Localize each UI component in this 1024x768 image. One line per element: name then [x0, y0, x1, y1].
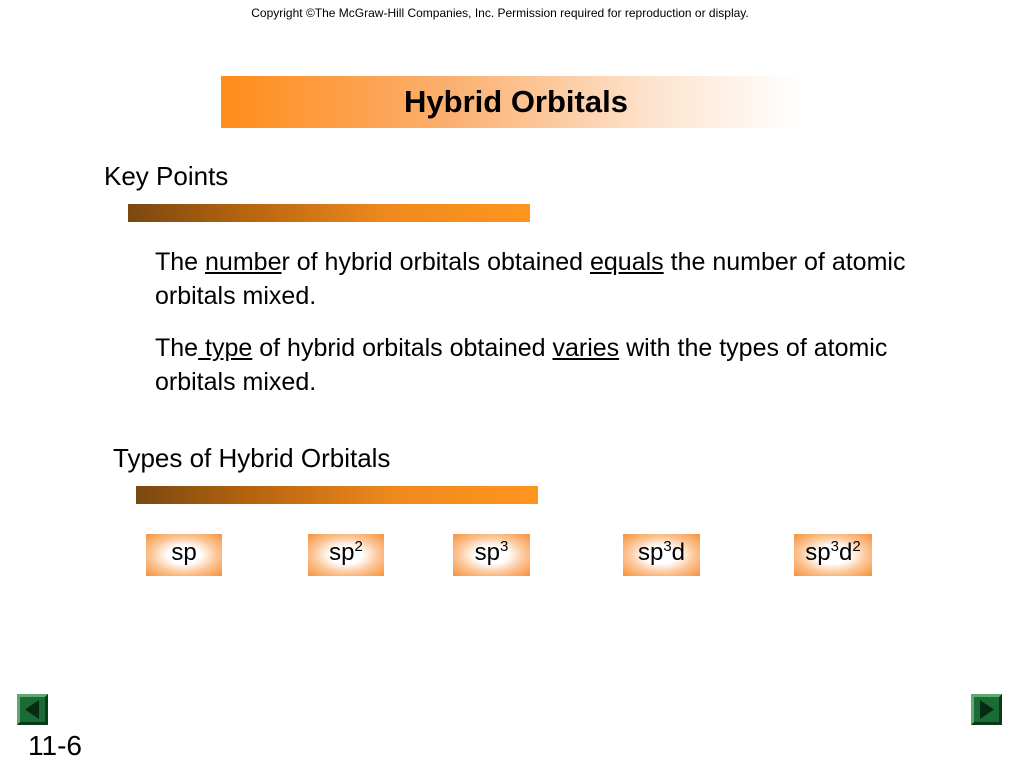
right-triangle-icon	[974, 697, 999, 722]
orbital-sp3	[453, 534, 530, 576]
orbital-label: sp	[171, 539, 197, 566]
orbital-sp	[146, 534, 222, 576]
orbital-sp2	[308, 534, 384, 576]
orbital-label: $sp^2$	[329, 538, 363, 566]
key-point-1: The number of hybrid orbitals obtained equals the number of atomic orbitals mixed.	[155, 248, 906, 310]
orbital-sp3d	[623, 534, 700, 576]
key-point-2: The type of hybrid orbitals obtained varies with the types of atomic orbitals mixed.	[155, 334, 888, 396]
key-points-heading: Key Points	[104, 161, 229, 191]
copyright-notice: Copyright ©The McGraw-Hill Companies, Inc. Permission required for reproduction or display.	[251, 6, 749, 20]
key-points-divider-bar	[128, 204, 530, 222]
page-title: Hybrid Orbitals	[404, 84, 628, 119]
orbital-label: $sp^3d$	[637, 538, 686, 566]
types-divider-bar	[136, 486, 538, 504]
types-heading: Types of Hybrid Orbitals	[113, 443, 391, 473]
slide-number: 11-6	[28, 730, 82, 761]
previous-slide-button[interactable]	[17, 694, 48, 725]
orbital-label: $sp^3d^2$	[805, 538, 861, 566]
orbital-sp3d2	[794, 534, 872, 576]
orbital-label: $sp^3$	[474, 538, 509, 566]
left-triangle-icon	[20, 697, 45, 722]
next-slide-button[interactable]	[971, 694, 1002, 725]
